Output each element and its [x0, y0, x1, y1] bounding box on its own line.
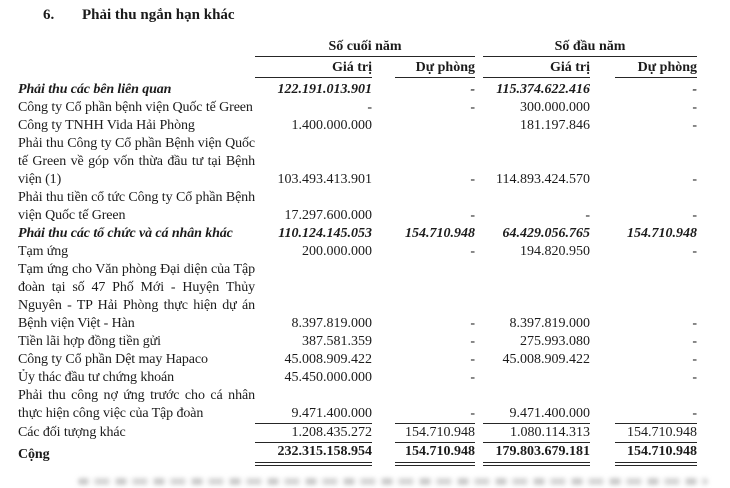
row-label: Phải thu công nợ ứng trước cho cá nhân thực hiện công việc của Tập đoàn: [18, 388, 255, 421]
column-gap: [475, 189, 483, 225]
cell-value: 194.820.950: [520, 244, 590, 259]
scan-artifact: [78, 478, 708, 485]
column-gap: [372, 225, 395, 243]
column-gap: [372, 243, 395, 261]
column-gap: [590, 387, 615, 423]
table-row: [18, 99, 697, 117]
sub-header-provision-beginning: Dự phòng: [615, 57, 697, 78]
total-row: [18, 442, 697, 464]
cell-value: 181.197.846: [520, 118, 590, 133]
cell-value: 103.493.413.901: [277, 172, 372, 187]
sub-header-provision-ending: Dự phòng: [395, 57, 475, 78]
column-gap: [475, 261, 483, 333]
cell-value: -: [692, 334, 698, 349]
column-gap: [590, 442, 615, 464]
cell-value: 8.397.819.000: [509, 316, 590, 331]
cell-value: -: [692, 208, 698, 223]
cell-value: -: [470, 334, 475, 349]
cell-value: [395, 117, 475, 135]
table-row: [18, 189, 697, 225]
column-gap: [475, 369, 483, 387]
cell-value: -: [692, 100, 698, 115]
row-label: Công ty Cổ phần Dệt may Hapaco: [18, 352, 208, 367]
row-label: Tiền lãi hợp đồng tiền gửi: [18, 334, 161, 349]
table-row: [18, 117, 697, 135]
cell-value: -: [692, 82, 698, 97]
row-label: Ủy thác đầu tư chứng khoán: [18, 370, 175, 385]
cell-value: -: [470, 82, 475, 97]
column-gap: [475, 387, 483, 423]
row-label: Phải thu tiền cổ tức Công ty Cổ phần Bệnh viện Quốc tế Green: [18, 190, 255, 223]
cell-value: -: [470, 244, 475, 259]
cell-value: 45.450.000.000: [284, 370, 372, 385]
cell-value: 64.429.056.765: [502, 226, 590, 241]
cell-value: -: [692, 370, 698, 385]
label-column-header: [18, 57, 255, 78]
cell-value: 1.208.435.272: [255, 423, 372, 442]
cell-value: -: [692, 405, 698, 421]
table-row: [18, 135, 697, 189]
column-gap: [372, 442, 395, 464]
table-row: [18, 333, 697, 351]
receivables-table: [18, 36, 697, 466]
cell-value: 8.397.819.000: [291, 316, 372, 331]
cell-value: 17.297.600.000: [284, 208, 372, 223]
cell-value: -: [692, 118, 698, 133]
column-gap: [590, 117, 615, 135]
cell-value: 154.710.948: [615, 442, 697, 464]
column-gap: [372, 333, 395, 351]
column-gap: [590, 369, 615, 387]
column-gap: [475, 57, 483, 78]
column-gap: [590, 333, 615, 351]
row-label: Tạm ứng cho Văn phòng Đại diện của Tập đoàn tại số 47 Phố Mới - Huyện Thủy Nguyên - TP Hải Phòng thực hiện dự án Bệnh viện Việt - Hàn: [18, 262, 255, 331]
page-title: Phải thu ngắn hạn khác: [82, 7, 235, 23]
column-gap: [590, 243, 615, 261]
column-gap: [372, 189, 395, 225]
column-gap: [475, 225, 483, 243]
column-gap: [590, 225, 615, 243]
column-gap: [590, 261, 615, 333]
cell-value: 154.710.948: [395, 442, 475, 464]
cell-value: 154.710.948: [395, 423, 475, 442]
column-gap: [590, 189, 615, 225]
section-heading: [43, 7, 235, 24]
column-gap: [475, 423, 483, 442]
column-group-ending-balance: Số cuối năm: [255, 36, 475, 57]
column-gap: [590, 57, 615, 78]
cell-value: 387.581.359: [302, 334, 372, 349]
cell-value: -: [470, 100, 475, 115]
group-header-row: [18, 36, 697, 57]
cell-value: -: [470, 316, 475, 331]
cell-value: -: [470, 352, 475, 367]
cell-value: 122.191.013.901: [277, 82, 372, 97]
column-gap: [475, 78, 483, 100]
cell-value: -: [692, 244, 698, 259]
column-gap: [475, 36, 483, 57]
row-label: Phải thu các tổ chức và cá nhân khác: [18, 226, 233, 241]
column-gap: [590, 423, 615, 442]
column-gap: [372, 351, 395, 369]
column-gap: [590, 135, 615, 189]
cell-value: 45.008.909.422: [502, 352, 590, 367]
cell-value: 154.710.948: [405, 226, 475, 241]
cell-value: -: [692, 316, 698, 331]
column-gap: [475, 333, 483, 351]
cell-value: 232.315.158.954: [255, 442, 372, 464]
cell-value: 1.080.114.313: [483, 423, 590, 442]
column-gap: [475, 442, 483, 464]
column-gap: [475, 243, 483, 261]
column-gap: [590, 351, 615, 369]
column-group-beginning-balance: Số đầu năm: [483, 36, 697, 57]
column-gap: [372, 261, 395, 333]
column-gap: [475, 99, 483, 117]
table-row: [18, 225, 697, 243]
cell-value: -: [585, 208, 590, 223]
table-row: [18, 243, 697, 261]
row-label: Phải thu các bên liên quan: [18, 82, 172, 97]
column-gap: [475, 117, 483, 135]
table-row: [18, 78, 697, 100]
cell-value: [483, 369, 590, 387]
column-gap: [590, 99, 615, 117]
column-gap: [372, 135, 395, 189]
cell-value: -: [470, 370, 475, 385]
cell-value: -: [470, 172, 475, 187]
cell-value: 114.893.424.570: [496, 172, 590, 187]
table-row: [18, 423, 697, 442]
label-column-header: [18, 36, 255, 57]
column-gap: [372, 117, 395, 135]
row-label: Tạm ứng: [18, 244, 69, 259]
cell-value: 115.374.622.416: [496, 82, 590, 97]
column-gap: [590, 78, 615, 100]
cell-value: 275.993.080: [520, 334, 590, 349]
sub-header-row: [18, 57, 697, 78]
column-gap: [372, 99, 395, 117]
section-number: 6.: [43, 7, 55, 23]
table-body: [18, 78, 697, 464]
cell-value: -: [692, 172, 698, 187]
column-gap: [372, 369, 395, 387]
sub-header-value-beginning: Giá trị: [483, 57, 590, 78]
cell-value: 9.471.400.000: [509, 405, 590, 421]
cell-value: 179.803.679.181: [483, 442, 590, 464]
cell-value: -: [692, 352, 698, 367]
cell-value: 154.710.948: [627, 226, 698, 241]
table-row: [18, 261, 697, 333]
row-label: Công ty Cổ phần bệnh viện Quốc tế Green: [18, 100, 253, 115]
cell-value: -: [367, 100, 372, 115]
cell-value: 300.000.000: [520, 100, 590, 115]
cell-value: 45.008.909.422: [284, 352, 372, 367]
row-label: Cộng: [18, 446, 50, 462]
cell-value: 200.000.000: [302, 244, 372, 259]
column-gap: [372, 57, 395, 78]
column-gap: [475, 135, 483, 189]
row-label: Các đối tượng khác: [18, 425, 126, 440]
column-gap: [372, 423, 395, 442]
cell-value: 9.471.400.000: [291, 405, 372, 421]
row-label: Công ty TNHH Vida Hải Phòng: [18, 118, 195, 133]
row-label: Phải thu Công ty Cổ phần Bệnh viện Quốc tế Green về góp vốn thừa đầu tư tại Bệnh viện (1): [18, 136, 255, 187]
table-row: [18, 369, 697, 387]
cell-value: 110.124.145.053: [278, 226, 372, 241]
cell-value: 1.400.000.000: [291, 118, 372, 133]
cell-value: -: [470, 208, 475, 223]
cell-value: -: [470, 405, 475, 421]
column-gap: [372, 78, 395, 100]
column-gap: [372, 387, 395, 423]
cell-value: 154.710.948: [615, 423, 697, 442]
column-gap: [475, 351, 483, 369]
table-row: [18, 351, 697, 369]
table-row: [18, 387, 697, 423]
sub-header-value-ending: Giá trị: [255, 57, 372, 78]
